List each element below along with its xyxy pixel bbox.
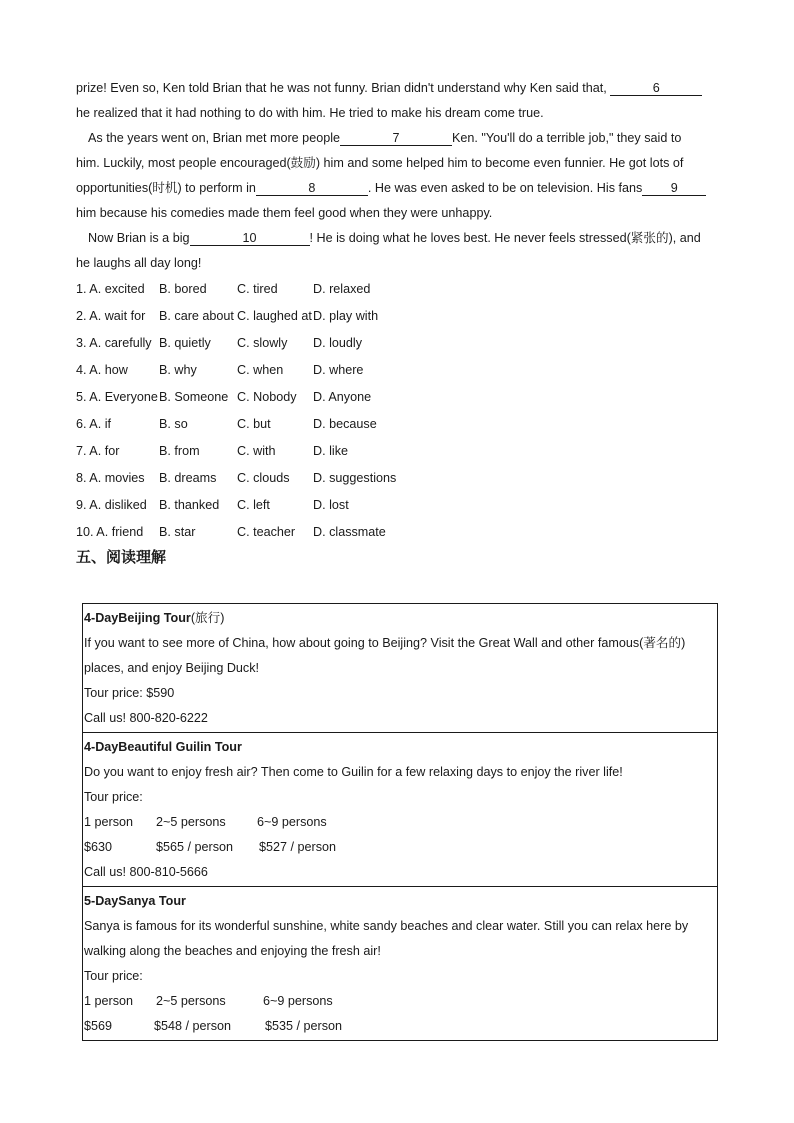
text-line — [76, 226, 722, 251]
text-line: he realized that it had nothing to do with him. He tried to make his dream come true. — [76, 106, 544, 120]
option-a: 2. A. wait for — [76, 309, 146, 323]
tour-guilin — [83, 733, 717, 887]
blank-10: 10 — [190, 231, 310, 246]
text-line — [76, 76, 722, 101]
option-d: D. Anyone — [313, 390, 372, 404]
price-header: 6~9 persons — [257, 815, 327, 829]
option-c: C. clouds — [237, 471, 290, 485]
price-value: $535 / person — [265, 1019, 343, 1033]
option-c: C. but — [237, 417, 271, 431]
option-b: B. dreams — [159, 471, 217, 485]
option-c: C. teacher — [237, 525, 296, 539]
tour-price-label: Tour price: — [84, 969, 143, 983]
text: . He was even asked to be on television. His fans — [367, 181, 643, 195]
tour-beijing — [83, 604, 717, 733]
tour-phone: Call us! 800-810-5666 — [84, 865, 208, 879]
option-row — [76, 413, 476, 440]
blank-8: 8 — [256, 181, 368, 196]
option-row — [76, 305, 476, 332]
option-b: B. care about — [159, 309, 234, 323]
option-row — [76, 332, 476, 359]
text-line: he laughs all day long! — [76, 256, 202, 270]
price-header: 1 person — [84, 815, 134, 829]
option-b: B. quietly — [159, 336, 211, 350]
option-row — [76, 467, 476, 494]
option-a: 8. A. movies — [76, 471, 145, 485]
option-d: D. relaxed — [313, 282, 371, 296]
option-c: C. with — [237, 444, 276, 458]
tour-title: 5-DaySanya Tour — [84, 894, 186, 908]
option-a: 6. A. if — [76, 417, 112, 431]
price-header-row — [84, 810, 717, 835]
option-d: D. suggestions — [313, 471, 397, 485]
price-header: 1 person — [84, 994, 134, 1008]
tour-price: Tour price: $590 — [84, 686, 175, 700]
option-row — [76, 440, 476, 467]
tour-sanya — [83, 887, 717, 1040]
section-title: 五、阅读理解 — [76, 549, 167, 566]
text: Ken. "You'll do a terrible job," they said to — [452, 131, 682, 145]
option-d: D. because — [313, 417, 377, 431]
answer-options — [76, 278, 476, 548]
option-c: C. left — [237, 498, 270, 512]
price-value: $569 — [84, 1019, 113, 1033]
option-b: B. Someone — [159, 390, 229, 404]
option-b: B. bored — [159, 282, 207, 296]
price-header-row — [84, 989, 717, 1014]
tour-description: Sanya is famous for its wonderful sunshine, white sandy beaches and clear water. Still you can relax here by — [84, 919, 689, 933]
option-b: B. from — [159, 444, 200, 458]
blank-9: 9 — [642, 181, 706, 196]
price-value-row — [84, 835, 717, 860]
option-a: 4. A. how — [76, 363, 128, 377]
price-header: 2~5 persons — [156, 815, 226, 829]
tour-title — [84, 606, 717, 631]
tour-price-label: Tour price: — [84, 790, 143, 804]
cloze-paragraph-2 — [76, 126, 722, 226]
text-line — [76, 176, 722, 201]
option-b: B. thanked — [159, 498, 220, 512]
price-value: $630 — [84, 840, 113, 854]
tour-description: places, and enjoy Beijing Duck! — [84, 661, 260, 675]
option-row — [76, 494, 476, 521]
text: prize! Even so, Ken told Brian that he was not funny. Brian didn't understand why Ken said that, — [76, 81, 611, 95]
blank-7: 7 — [340, 131, 452, 146]
text-line — [76, 126, 722, 151]
tour-title-text: 4-DayBeijing Tour — [84, 611, 191, 625]
price-value: $548 / person — [154, 1019, 232, 1033]
text: ! He is doing what he loves best. He never feels stressed(紧张的), and — [309, 231, 701, 245]
text: opportunities(时机) to perform in — [76, 181, 256, 195]
option-b: B. why — [159, 363, 197, 377]
option-row — [76, 278, 476, 305]
option-b: B. so — [159, 417, 188, 431]
option-d: D. loudly — [313, 336, 362, 350]
option-d: D. classmate — [313, 525, 386, 539]
option-d: D. like — [313, 444, 348, 458]
price-value: $565 / person — [156, 840, 234, 854]
option-d: D. play with — [313, 309, 379, 323]
option-c: C. slowly — [237, 336, 288, 350]
option-row — [76, 386, 476, 413]
option-d: D. lost — [313, 498, 349, 512]
text: As the years went on, Brian met more people — [88, 131, 341, 145]
text: Now Brian is a big — [88, 231, 190, 245]
option-c: C. tired — [237, 282, 278, 296]
option-a: 5. A. Everyone — [76, 390, 158, 404]
option-a: 1. A. excited — [76, 282, 145, 296]
tour-title-cn: (旅行) — [190, 611, 225, 625]
option-c: C. laughed at — [237, 309, 312, 323]
option-d: D. where — [313, 363, 364, 377]
option-a: 10. A. friend — [76, 525, 144, 539]
blank-6: 6 — [610, 81, 702, 96]
price-header: 2~5 persons — [156, 994, 226, 1008]
tour-description: If you want to see more of China, how about going to Beijing? Visit the Great Wall and other famous(著名的) — [84, 636, 686, 650]
option-b: B. star — [159, 525, 196, 539]
price-value: $527 / person — [259, 840, 337, 854]
option-c: C. Nobody — [237, 390, 297, 404]
option-a: 3. A. carefully — [76, 336, 152, 350]
price-value-row — [84, 1014, 717, 1039]
price-header: 6~9 persons — [263, 994, 333, 1008]
tour-table — [82, 603, 718, 1041]
text-line: him. Luckily, most people encouraged(鼓励) him and some helped him to become even funnier. He got lots of — [76, 156, 684, 170]
cloze-paragraph-1 — [76, 76, 722, 126]
option-a: 7. A. for — [76, 444, 120, 458]
option-row — [76, 359, 476, 386]
option-row — [76, 521, 476, 548]
text-line: him because his comedies made them feel good when they were unhappy. — [76, 206, 493, 220]
tour-title: 4-DayBeautiful Guilin Tour — [84, 740, 242, 754]
tour-description: Do you want to enjoy fresh air? Then come to Guilin for a few relaxing days to enjoy the river life! — [84, 765, 623, 779]
option-c: C. when — [237, 363, 284, 377]
tour-description: walking along the beaches and enjoying the fresh air! — [84, 944, 381, 958]
tour-phone: Call us! 800-820-6222 — [84, 711, 208, 725]
cloze-paragraph-3 — [76, 226, 722, 276]
option-a: 9. A. disliked — [76, 498, 147, 512]
